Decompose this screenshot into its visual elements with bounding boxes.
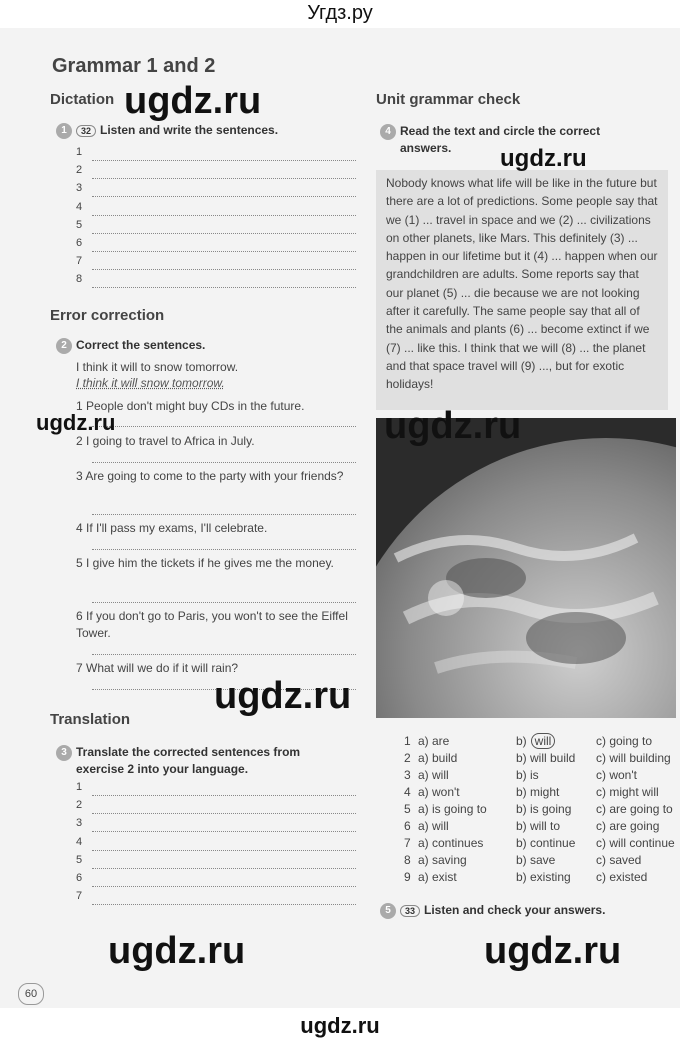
exercise-2-number: 2 — [56, 338, 72, 354]
circled-answer[interactable]: will — [531, 733, 556, 749]
translation-line[interactable] — [76, 817, 356, 835]
cd-track-33[interactable]: 33 — [400, 905, 420, 917]
dictation-heading: Dictation — [50, 91, 115, 108]
answer-write-line[interactable] — [92, 426, 356, 427]
exercise-5-instruction-row — [380, 903, 605, 919]
line-number: 5 — [76, 853, 83, 866]
dictation-line[interactable] — [76, 164, 356, 182]
error-sentence: 6 If you don't go to Paris, you won't to see the Eiffel Tower. — [76, 609, 348, 640]
watermark: ugdz.ru — [214, 675, 352, 717]
option-b[interactable] — [516, 870, 571, 884]
option-a[interactable]: a) is going to — [418, 802, 487, 816]
dictation-line[interactable] — [76, 255, 356, 273]
answer-number: 9 — [404, 870, 411, 884]
option-a[interactable]: a) will — [418, 819, 449, 833]
translation-line[interactable] — [76, 836, 356, 854]
option-c[interactable]: c) are going to — [596, 802, 673, 816]
exercise-4-instruction-line-1: Read the text and circle the correct — [400, 124, 601, 138]
answer-write-line[interactable] — [92, 654, 356, 655]
exercise-3-instruction-line-1: Translate the corrected sentences from — [76, 745, 301, 759]
write-line[interactable] — [92, 269, 356, 270]
write-line[interactable] — [92, 904, 356, 905]
error-sentence: 4 If I'll pass my exams, I'll celebrate. — [76, 521, 268, 535]
option-b[interactable] — [516, 836, 575, 850]
line-number: 5 — [76, 218, 83, 231]
exercise-4-instruction-line-2: answers. — [400, 140, 452, 155]
watermark: ugdz.ru — [108, 930, 246, 972]
exercise-1-instruction: Listen and write the sentences. — [100, 123, 279, 138]
error-sentence: 1 People don't might buy CDs in the future. — [76, 399, 305, 413]
line-number: 1 — [76, 146, 83, 158]
option-b-letter: b) might — [516, 785, 560, 799]
watermark: ugdz.ru — [484, 930, 622, 972]
option-b-letter: b) will to — [516, 819, 561, 833]
option-a[interactable]: a) exist — [418, 870, 457, 884]
translation-line[interactable] — [76, 854, 356, 872]
dictation-line[interactable] — [76, 182, 356, 200]
write-line[interactable] — [92, 886, 356, 887]
write-line[interactable] — [92, 196, 356, 197]
watermark: ugdz.ru — [124, 80, 262, 122]
line-number: 6 — [76, 237, 83, 249]
answer-number: 2 — [404, 751, 411, 765]
option-b[interactable] — [516, 768, 539, 782]
option-c[interactable]: c) are going — [596, 819, 660, 833]
workbook-page — [0, 28, 680, 1008]
line-number: 3 — [76, 817, 83, 830]
option-b-letter: b) is — [516, 768, 539, 782]
answer-write-line[interactable] — [92, 514, 356, 515]
site-header-label[interactable]: Угдз.ру — [307, 2, 373, 24]
option-b-letter: b) will build — [516, 751, 576, 765]
line-number: 2 — [76, 799, 83, 812]
exercise-3-instruction-line-2: exercise 2 into your language. — [76, 761, 249, 776]
dictation-line[interactable] — [76, 237, 356, 255]
watermark: ugdz.ru — [384, 405, 522, 447]
option-c[interactable]: c) won't — [596, 768, 637, 782]
write-line[interactable] — [92, 215, 356, 216]
write-line[interactable] — [92, 813, 356, 814]
exercise-5-number: 5 — [380, 903, 396, 919]
unit-grammar-check-heading: Unit grammar check — [376, 91, 521, 108]
line-number: 4 — [76, 200, 83, 213]
answer-write-line[interactable] — [92, 549, 356, 550]
answer-write-line[interactable] — [92, 602, 356, 603]
dictation-line[interactable] — [76, 146, 356, 164]
write-line[interactable] — [92, 178, 356, 179]
write-line[interactable] — [92, 795, 356, 796]
option-c[interactable]: c) will continue — [596, 836, 675, 850]
write-line[interactable] — [92, 251, 356, 252]
option-c[interactable]: c) will building — [596, 751, 671, 765]
write-line[interactable] — [92, 287, 356, 288]
translation-heading: Translation — [50, 711, 131, 728]
answer-number: 8 — [404, 853, 411, 867]
option-a[interactable]: a) build — [418, 751, 458, 765]
option-b-letter: b) continue — [516, 836, 576, 850]
option-c[interactable]: c) saved — [596, 853, 642, 867]
exercise-1-instruction-row — [56, 123, 278, 139]
line-number: 8 — [76, 273, 83, 286]
answer-number: 7 — [404, 836, 411, 850]
line-number: 3 — [76, 182, 83, 195]
exercise-3-instruction-row — [56, 744, 300, 777]
exercise-3-number: 3 — [56, 745, 72, 761]
option-b[interactable] — [516, 819, 560, 833]
translation-line[interactable] — [76, 890, 356, 908]
exercise-1-number: 1 — [56, 123, 72, 139]
translation-line[interactable] — [76, 872, 356, 890]
option-b-letter: b) save — [516, 853, 556, 867]
line-number: 1 — [76, 781, 83, 793]
dictation-line[interactable] — [76, 273, 356, 291]
cd-track-32[interactable]: 32 — [76, 125, 96, 137]
option-c[interactable]: c) might will — [596, 785, 659, 799]
error-correction-heading: Error correction — [50, 307, 165, 324]
option-b-letter: b) existing — [516, 870, 571, 884]
example-sentence: I think it will to snow tomorrow. — [76, 360, 239, 374]
translation-line[interactable] — [76, 799, 356, 817]
write-line[interactable] — [92, 831, 356, 832]
page-number: 60 — [18, 983, 44, 1005]
option-b-letter: b) — [516, 734, 527, 748]
line-number: 6 — [76, 872, 83, 884]
answer-number: 1 — [404, 734, 411, 748]
error-sentence: 7 What will we do if it will rain? — [76, 661, 239, 675]
option-a[interactable]: a) continues — [418, 836, 484, 850]
option-c[interactable]: c) going to — [596, 734, 653, 748]
error-sentence: 5 I give him the tickets if he gives me the money. — [76, 556, 334, 570]
line-number: 4 — [76, 835, 83, 848]
dictation-line[interactable] — [76, 219, 356, 237]
option-a[interactable]: a) will — [418, 768, 449, 782]
option-b[interactable] — [516, 853, 555, 867]
option-b[interactable] — [516, 785, 559, 799]
answer-number: 5 — [404, 802, 411, 816]
watermark: ugdz.ru — [500, 145, 587, 172]
option-b[interactable] — [516, 734, 555, 748]
error-sentence: 3 Are going to come to the party with your friends? — [76, 469, 344, 483]
exercise-2-instruction-row — [56, 338, 205, 354]
earth-photo — [376, 418, 676, 718]
translation-line[interactable] — [76, 781, 356, 799]
answer-number: 6 — [404, 819, 411, 833]
write-line[interactable] — [92, 160, 356, 161]
exercise-2-instruction: Correct the sentences. — [76, 338, 206, 353]
option-b[interactable] — [516, 751, 575, 765]
answer-number: 3 — [404, 768, 411, 782]
write-line[interactable] — [92, 850, 356, 851]
option-a[interactable]: a) saving — [418, 853, 467, 867]
example-answer: I think it will snow tomorrow. — [76, 376, 225, 390]
line-number: 7 — [76, 255, 83, 268]
error-sentence: 2 I going to travel to Africa in July. — [76, 434, 255, 448]
option-b-letter: b) is going — [516, 802, 572, 816]
line-number: 7 — [76, 890, 83, 903]
reading-passage: Nobody knows what life will be like in the future but there are a lot of predictions. Some people say that we (1) ... travel in space and we (2) ... civilizations on other planets, like Mars. This definitely (3) ... happen in our lifetime but it (4) ... happen when our grandchildren are adults. Some reports say that our planet (5) ... die because we are not looking after it carefully. The same people say that all of the animals and plants (6) ... become extinct if we (7) ... like this. I think that we will (8) ... the planet and that space travel will (9) ..., but for exotic holidays! — [376, 170, 668, 410]
dictation-line[interactable] — [76, 201, 356, 219]
answer-write-line[interactable] — [92, 462, 356, 463]
exercise-5-instruction: Listen and check your answers. — [424, 903, 606, 918]
site-footer-label[interactable]: ugdz.ru — [300, 1013, 380, 1038]
option-a[interactable]: a) won't — [418, 785, 460, 799]
page-title: Grammar 1 and 2 — [52, 55, 216, 77]
earth-illustration — [376, 418, 676, 718]
write-line[interactable] — [92, 868, 356, 869]
option-b[interactable] — [516, 802, 571, 816]
line-number: 2 — [76, 164, 83, 177]
exercise-4-number: 4 — [380, 124, 396, 140]
answer-number: 4 — [404, 785, 411, 799]
option-a[interactable]: a) are — [418, 734, 450, 748]
write-line[interactable] — [92, 233, 356, 234]
watermark: ugdz.ru — [36, 410, 116, 435]
option-c[interactable]: c) existed — [596, 870, 648, 884]
